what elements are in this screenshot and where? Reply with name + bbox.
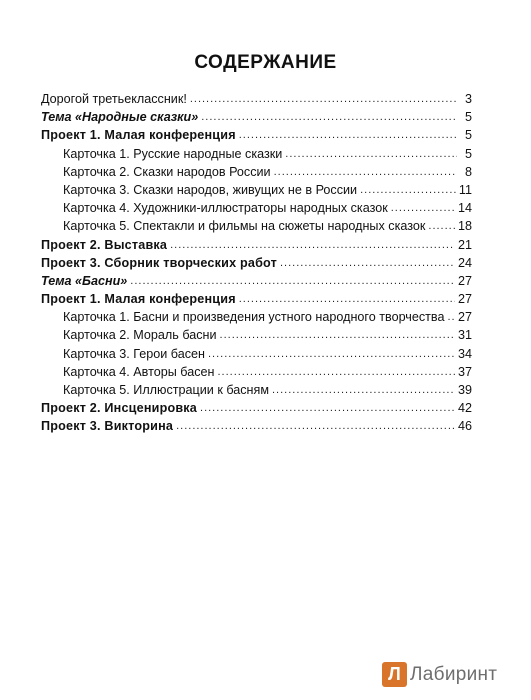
toc-dot-leader [201, 108, 457, 126]
toc-entry-text: Тема «Басни» [41, 273, 128, 288]
toc-page-number: 46 [457, 419, 472, 434]
toc-dot-leader [272, 381, 455, 399]
toc-row-13 [41, 326, 472, 344]
toc-dot-leader [274, 163, 457, 181]
toc-page-number: 37 [457, 364, 472, 379]
toc-dot-leader [217, 363, 455, 381]
brand-logo-icon: Л [382, 662, 407, 687]
toc-dot-leader [280, 254, 455, 272]
toc-row-10 [41, 272, 472, 290]
toc-dot-leader [360, 181, 456, 199]
toc-dot-leader [130, 272, 455, 290]
toc-page-number: 27 [457, 273, 472, 288]
toc-page-number: 39 [457, 383, 472, 397]
toc-page-number: 8 [464, 164, 472, 179]
toc-entry-text: Проект 2. Инсценировка [41, 401, 198, 416]
toc-entry-text: Дорогой третьеклассник! [41, 92, 187, 106]
toc-row-9 [41, 254, 472, 272]
brand-watermark: Лабиринт [410, 664, 498, 685]
toc-row-1 [41, 108, 472, 126]
toc-page-number: 5 [464, 146, 472, 161]
toc-row-7 [41, 217, 472, 235]
toc-page-number: 11 [458, 182, 472, 197]
toc-page-number: 21 [457, 237, 472, 252]
toc-entry-text: Проект 3. Сборник творческих работ [41, 255, 277, 270]
toc-row-5 [41, 181, 472, 199]
toc-entry-text: Проект 1. Малая конференция [41, 292, 236, 307]
toc-entry-text: Карточка 2. Сказки народов России [63, 164, 271, 179]
toc-entry-text: Карточка 4. Авторы басен [63, 364, 215, 379]
toc-entry-text: Проект 2. Выставка [41, 237, 168, 252]
toc-entry-text: Карточка 3. Герои басен [63, 346, 205, 361]
toc-row-12 [41, 308, 472, 326]
toc-row-11 [41, 290, 472, 308]
toc-dot-leader [176, 417, 455, 435]
toc-row-15 [41, 363, 472, 381]
toc-page-number: 5 [464, 110, 472, 125]
toc-row-3 [41, 145, 472, 163]
toc-row-16 [41, 381, 472, 399]
toc-dot-leader [391, 199, 455, 217]
toc-entry-text: Проект 1. Малая конференция [41, 128, 236, 143]
toc-page-number: 3 [464, 92, 472, 106]
toc-page-number: 34 [457, 346, 472, 361]
toc-dot-leader [170, 236, 455, 254]
toc-row-2 [41, 126, 472, 144]
toc-page-number: 18 [457, 219, 472, 234]
toc-entry-text: Карточка 1. Басни и произведения устного народного творчества [63, 310, 445, 325]
toc-dot-leader [220, 326, 455, 344]
toc-row-0 [41, 90, 472, 108]
toc-entry-text: Карточка 2. Мораль басни [63, 328, 217, 343]
toc-entry-text: Тема «Народные сказки» [41, 110, 199, 125]
toc-entry-text: Карточка 5. Иллюстрации к басням [63, 383, 269, 397]
toc-page-number: 5 [464, 128, 472, 143]
toc-dot-leader [428, 217, 455, 235]
toc-row-14 [41, 345, 472, 363]
toc-entry-text: Карточка 1. Русские народные сказки [63, 146, 283, 161]
toc-page-number: 31 [457, 328, 472, 343]
toc-dot-leader [208, 345, 455, 363]
toc-page-number: 24 [457, 255, 472, 270]
toc-page-number: 27 [457, 310, 472, 325]
toc-entry-text: Карточка 3. Сказки народов, живущих не в России [63, 182, 358, 197]
toc-row-17 [41, 399, 472, 417]
toc-dot-leader [200, 399, 455, 417]
toc-page-number: 14 [457, 201, 472, 216]
toc-dot-leader [447, 308, 455, 326]
toc-page-number: 27 [457, 292, 472, 307]
toc-page-number: 42 [457, 401, 472, 416]
toc-row-18 [41, 417, 472, 435]
toc-dot-leader [239, 126, 457, 144]
toc-entry-text: Карточка 4. Художники-иллюстраторы народных сказок [63, 201, 388, 216]
toc-row-4 [41, 163, 472, 181]
toc-dot-leader [239, 290, 455, 308]
toc-entry-text: Проект 3. Викторина [41, 419, 174, 434]
toc-row-8 [41, 236, 472, 254]
toc-dot-leader [285, 145, 457, 163]
toc-entry-text: Карточка 5. Спектакли и фильмы на сюжеты народных сказок [63, 219, 426, 234]
toc-row-6 [41, 199, 472, 217]
table-of-contents [41, 90, 472, 436]
page-title: СОДЕРЖАНИЕ [194, 52, 337, 73]
toc-dot-leader [190, 90, 457, 108]
